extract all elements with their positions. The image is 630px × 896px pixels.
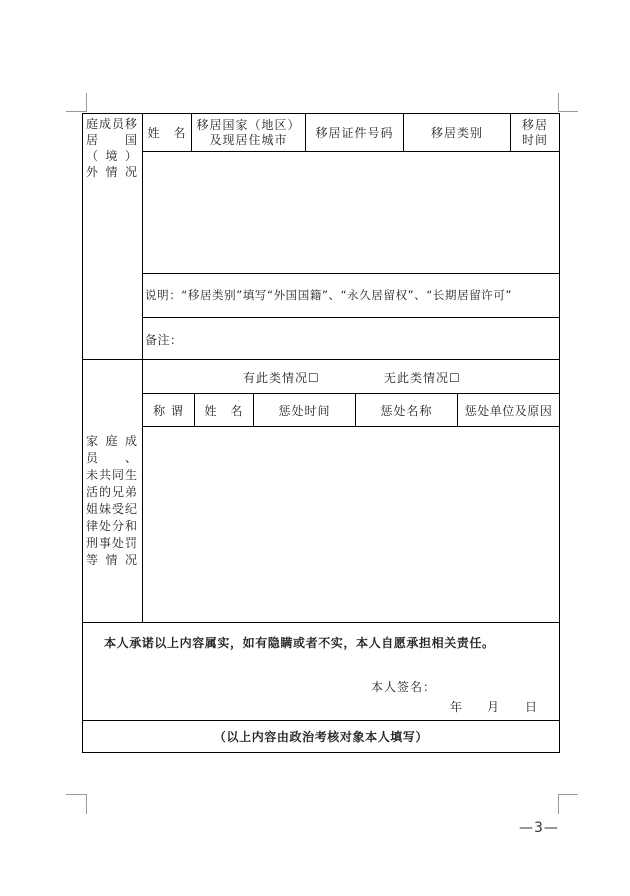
- signature-label-text: 本人签名：: [371, 680, 437, 694]
- header-country-line: 移居国家（地区）: [196, 117, 301, 132]
- has-case-label: 有此类情况: [243, 371, 309, 385]
- date-month[interactable]: [487, 698, 499, 715]
- side-label-line: 刑事处罚: [86, 536, 139, 550]
- emigration-entry-area[interactable]: [143, 152, 559, 273]
- side-label-line: 居国（境）: [86, 133, 138, 163]
- header-d-name-text: 姓 名: [204, 403, 244, 418]
- header-time: [511, 114, 559, 151]
- side-label-line: 家庭成员、: [86, 434, 138, 465]
- footer-note: [83, 721, 559, 752]
- header-category-text: 移居类别: [430, 126, 483, 140]
- header-discipline-name: [195, 394, 253, 426]
- emigration-body-bottom: [142, 273, 560, 274]
- has-case-checkbox[interactable]: ☐: [308, 371, 320, 385]
- header-name: [143, 114, 191, 151]
- side-label-line: 等 情 况: [86, 553, 138, 567]
- header-discipline-time: [254, 394, 355, 426]
- no-case-label: 无此类情况: [384, 371, 450, 385]
- section-2-bottom: [82, 622, 560, 623]
- header-cert-number: [306, 114, 403, 151]
- header-relation-text: 称 谓: [153, 403, 184, 418]
- emigration-remarks[interactable]: [145, 333, 555, 348]
- header-time-line: 移居: [521, 117, 548, 132]
- page-number-text: —3—: [519, 820, 559, 836]
- table-border-bottom: [82, 752, 560, 753]
- corner-mark-top-left-h: [66, 111, 86, 112]
- date-month-text: 月: [487, 700, 500, 714]
- header-cert-text: 移居证件号码: [315, 126, 394, 140]
- side-label-line: 律处分和: [86, 519, 139, 533]
- table-border-right: [559, 113, 560, 753]
- header-city-line: 及现居住城市: [209, 132, 288, 147]
- side-label-line: 未共同生: [86, 468, 139, 482]
- corner-mark-bottom-left-h: [66, 794, 86, 795]
- header-discipline-title: [356, 394, 457, 426]
- side-label-line: 活的兄弟: [86, 485, 139, 499]
- date-year-text: 年: [450, 700, 463, 714]
- header-category: [404, 114, 510, 151]
- pledge-statement: [104, 634, 495, 651]
- corner-mark-bottom-right-h: [558, 794, 578, 795]
- pledge-statement-text: 本人承诺以上内容属实，如有隐瞒或者不实，本人自愿承担相关责任。: [104, 636, 495, 650]
- corner-mark-top-right-v: [558, 93, 559, 112]
- date-year[interactable]: [450, 698, 462, 715]
- side-label-line: 庭成员移: [86, 117, 139, 131]
- footer-note-text: （以上内容由政治考核对象本人填写）: [213, 730, 429, 744]
- discipline-side-label: [86, 433, 138, 569]
- header-d-time-text: 惩处时间: [278, 403, 331, 418]
- header-time-line: 时间: [521, 132, 548, 147]
- table-border-left: [82, 113, 83, 753]
- corner-mark-bottom-left-v: [86, 794, 87, 814]
- note-bottom: [142, 317, 560, 318]
- date-day-text: 日: [525, 700, 538, 714]
- header-discipline-unit-reason: [458, 394, 559, 426]
- corner-mark-top-left-v: [86, 93, 87, 112]
- no-case-checkbox[interactable]: ☐: [449, 371, 461, 385]
- header-d-title-text: 惩处名称: [380, 403, 433, 418]
- date-day[interactable]: [525, 698, 537, 715]
- header-relation: [143, 394, 194, 426]
- side-label-line: 姐妹受纪: [86, 502, 139, 516]
- signature-label[interactable]: [371, 678, 436, 695]
- header-country-city: [192, 114, 305, 151]
- side-label-line: 外 情 况: [86, 165, 138, 179]
- emigration-note-text: 说明：“移居类别”填写“外国国籍”、“永久居留权”、“长期居留许可”: [145, 288, 513, 302]
- emigration-side-label: [86, 116, 138, 180]
- no-case-option[interactable]: [384, 369, 461, 386]
- remarks-label: 备注：: [145, 333, 183, 347]
- discipline-entry-area[interactable]: [143, 427, 559, 622]
- corner-mark-bottom-right-v: [558, 794, 559, 814]
- header-d-unit-text: 惩处单位及原因: [464, 403, 553, 418]
- corner-mark-top-right-h: [558, 111, 578, 112]
- emigration-note: [145, 288, 559, 303]
- header-name-text: 姓 名: [147, 126, 187, 140]
- section-1-bottom: [82, 359, 560, 360]
- has-case-option[interactable]: [243, 369, 320, 386]
- page-number: [519, 820, 559, 836]
